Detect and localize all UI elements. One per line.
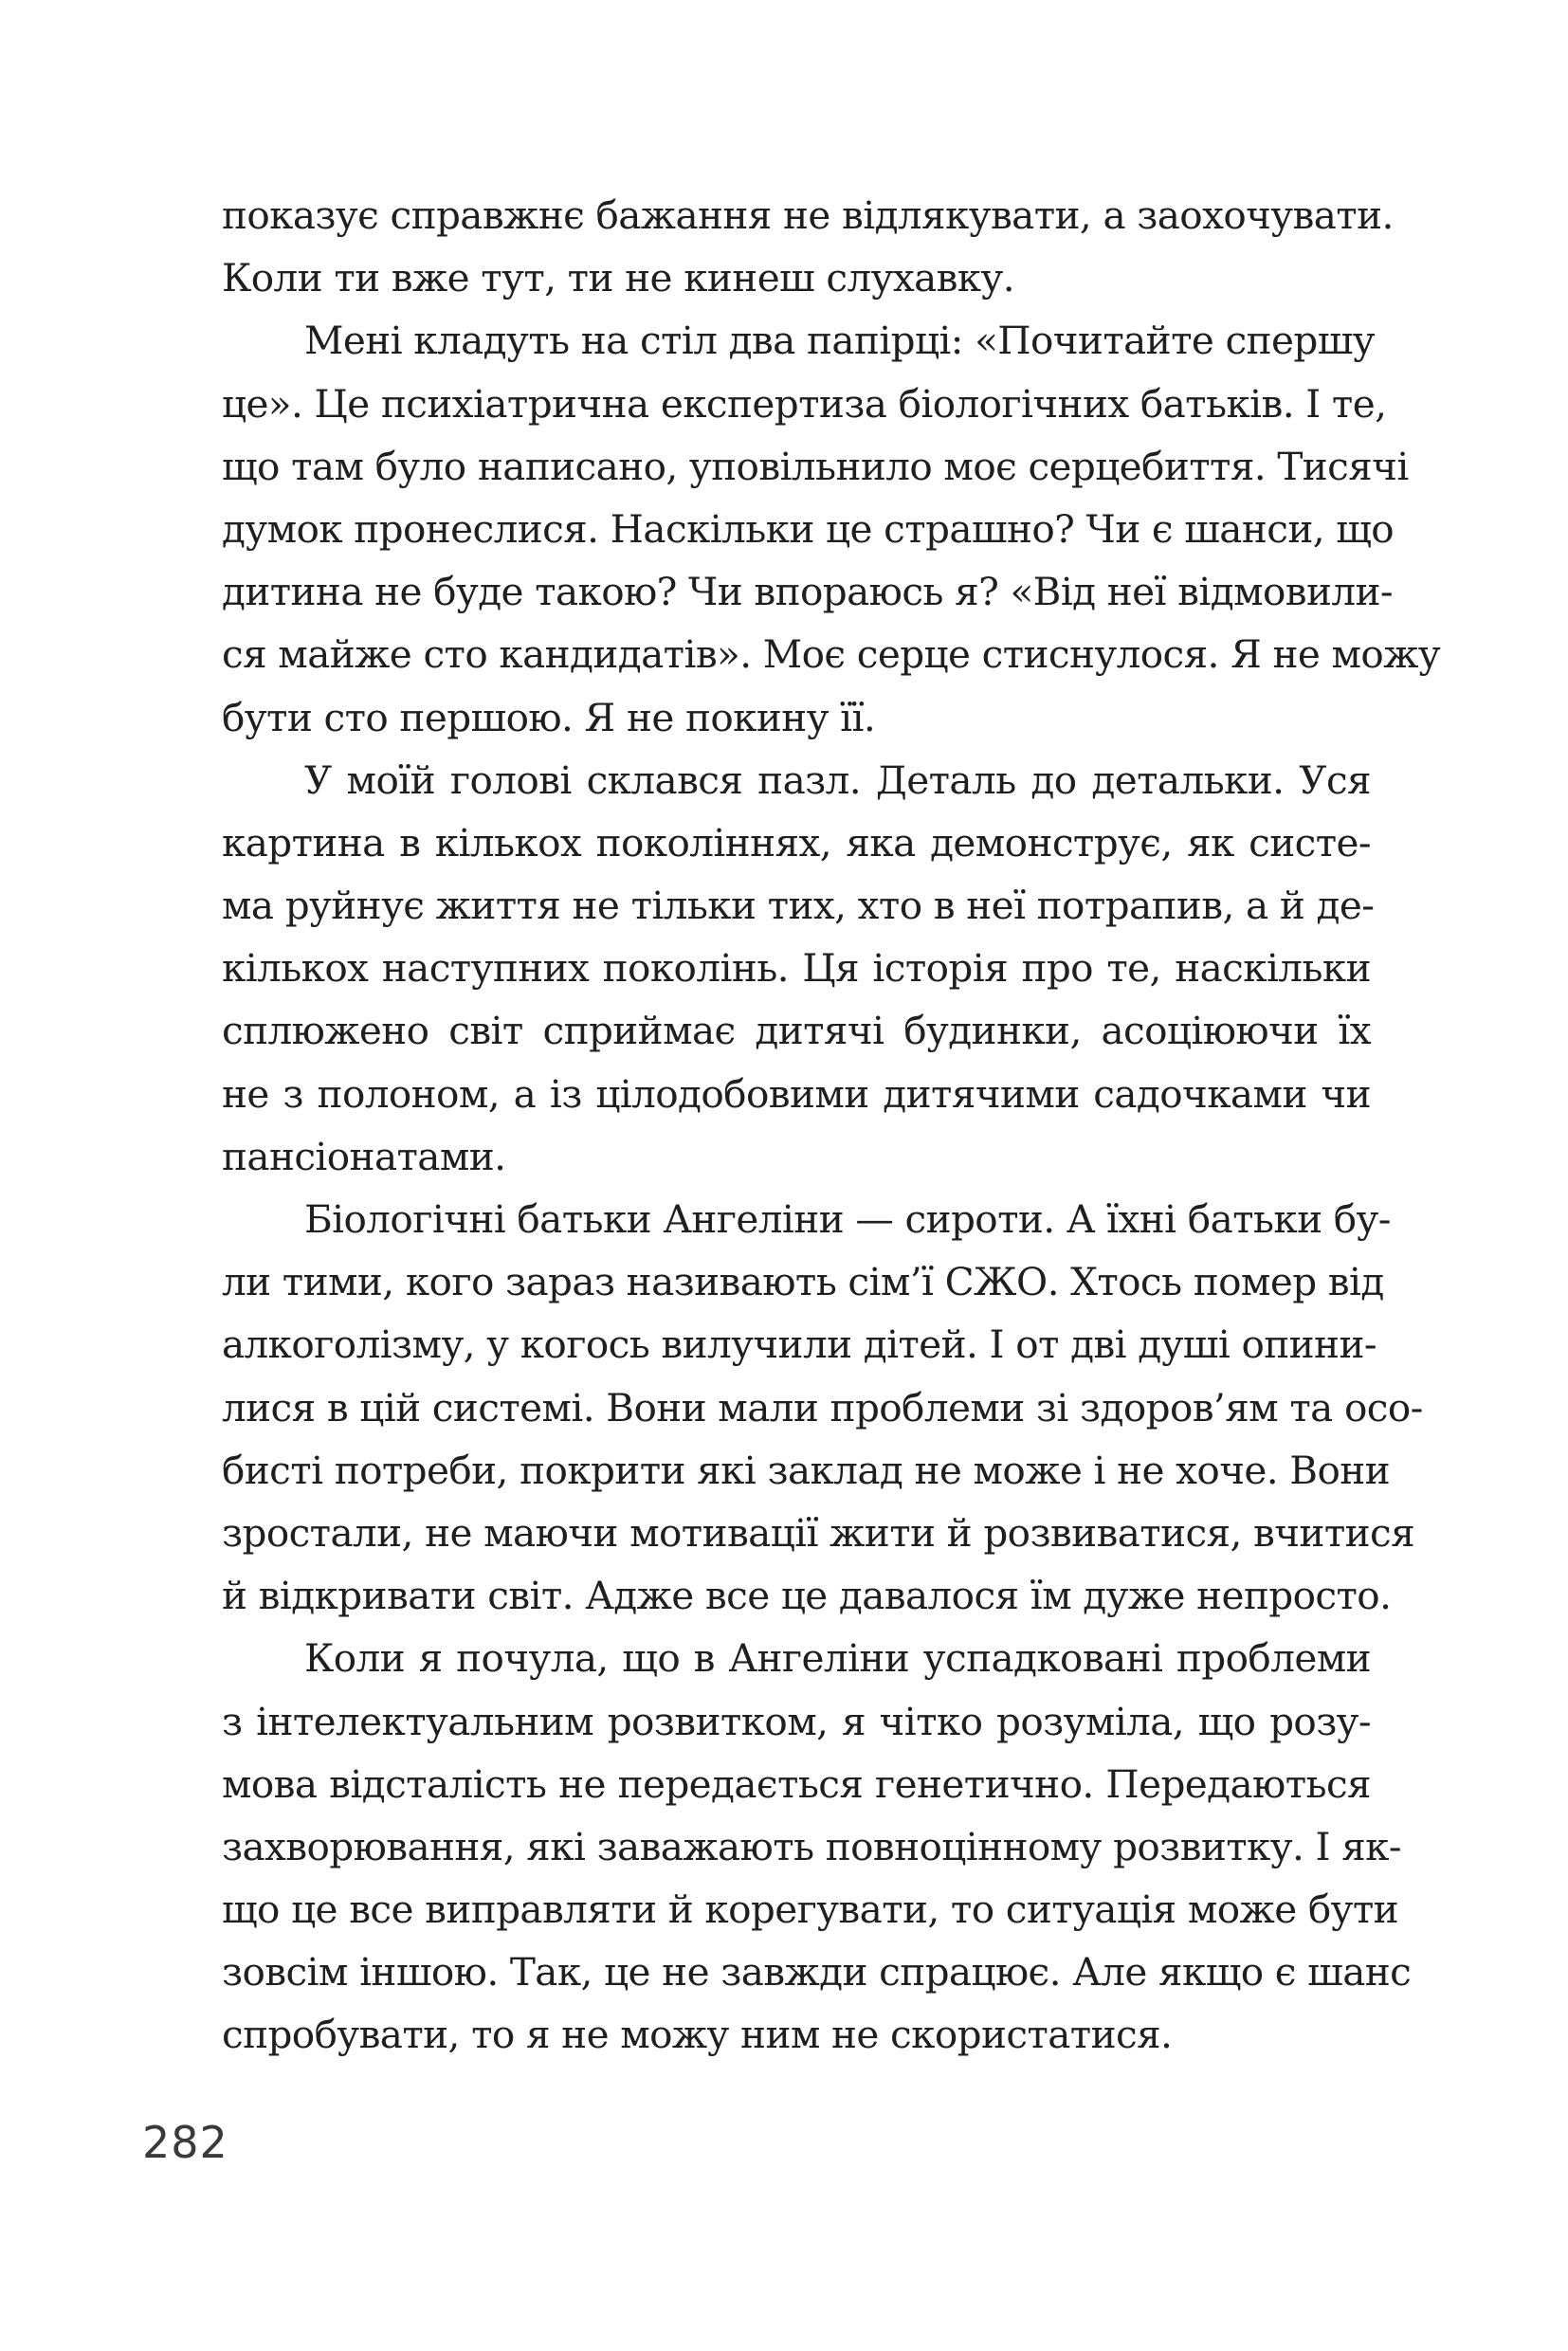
text-line: ма руйнує життя не тільки тих, хто в неї потрапив, а й де- [222, 883, 1375, 929]
text-line: Мені кладуть на стіл два папірці: «Почитайте спершу [304, 318, 1375, 364]
text-line: не з полоном, а із цілодобовими дитячими садочками чи [222, 1070, 1371, 1117]
text-line: ся майже сто кандидатів». Моє серце стиснулося. Я не можу [222, 631, 1441, 678]
text-line: бисті потреби, покрити які заклад не може і не хоче. Вони [222, 1447, 1391, 1493]
text-line: дитина не буде такою? Чи впораюсь я? «Від неї відмовили- [222, 569, 1393, 615]
text-line: що там було написано, уповільнило моє серцебиття. Тисячі [222, 443, 1409, 489]
text-line: спробувати, то я не можу ним не скористатися. [222, 2012, 1173, 2058]
text-line: кількох наступних поколінь. Ця історія про те, наскільки [222, 945, 1371, 992]
text-line: захворювання, які заважають повноцінному розвитку. І як- [222, 1823, 1401, 1869]
text-line: сплюжено світ сприймає дитячі будинки, асоціюючи їх [222, 1008, 1371, 1054]
text-line: картина в кількох поколіннях, яка демонструє, як систе- [222, 819, 1371, 866]
text-line: мова відсталість не передається генетично. Передаються [222, 1760, 1371, 1807]
text-line: показує справжнє бажання не відлякувати, а заохочувати. [222, 192, 1394, 238]
text-line: з інтелектуальним розвитком, я чітко розуміла, що розу- [222, 1698, 1371, 1744]
text-line: Біологічні батьки Ангеліни — сироти. А їхні батьки бу- [304, 1196, 1391, 1242]
text-line: це». Це психіатрична експертиза біологічних батьків. І те, [222, 380, 1387, 427]
text-line: бути сто першою. Я не покину її. [222, 694, 876, 740]
text-line: думок пронеслися. Наскільки це страшно? Чи є шанси, що [222, 505, 1395, 552]
text-line: зростали, не маючи мотивації жити й розвиватися, вчитися [222, 1509, 1415, 1556]
body-text [222, 184, 1441, 2067]
text-line: що це все виправляти й корегувати, то ситуація може бути [222, 1886, 1399, 1933]
text-line: й відкривати світ. Адже все це давалося їм дуже непросто. [222, 1573, 1392, 1619]
text-line: лися в цій системі. Вони мали проблеми зі здоров’ям та осо- [222, 1384, 1423, 1431]
text-line: Коли ти вже тут, ти не кинеш слухавку. [222, 255, 1015, 301]
text-line: Коли я почула, що в Ангеліни успадковані проблеми [304, 1635, 1371, 1682]
text-line: зовсім іншою. Так, це не завжди спрацює. Але якщо є шанс [222, 1949, 1412, 1996]
text-line: У моїй голові склався пазл. Деталь до детальки. Уся [304, 756, 1371, 803]
text-line: алкоголізму, у когось вилучили дітей. І от дві душі опини- [222, 1321, 1377, 1368]
text-line: пансіонатами. [222, 1133, 506, 1179]
page-number: 282 [142, 2117, 228, 2168]
text-line: ли тими, кого зараз називають сім’ї СЖО. Хтось помер від [222, 1259, 1384, 1305]
